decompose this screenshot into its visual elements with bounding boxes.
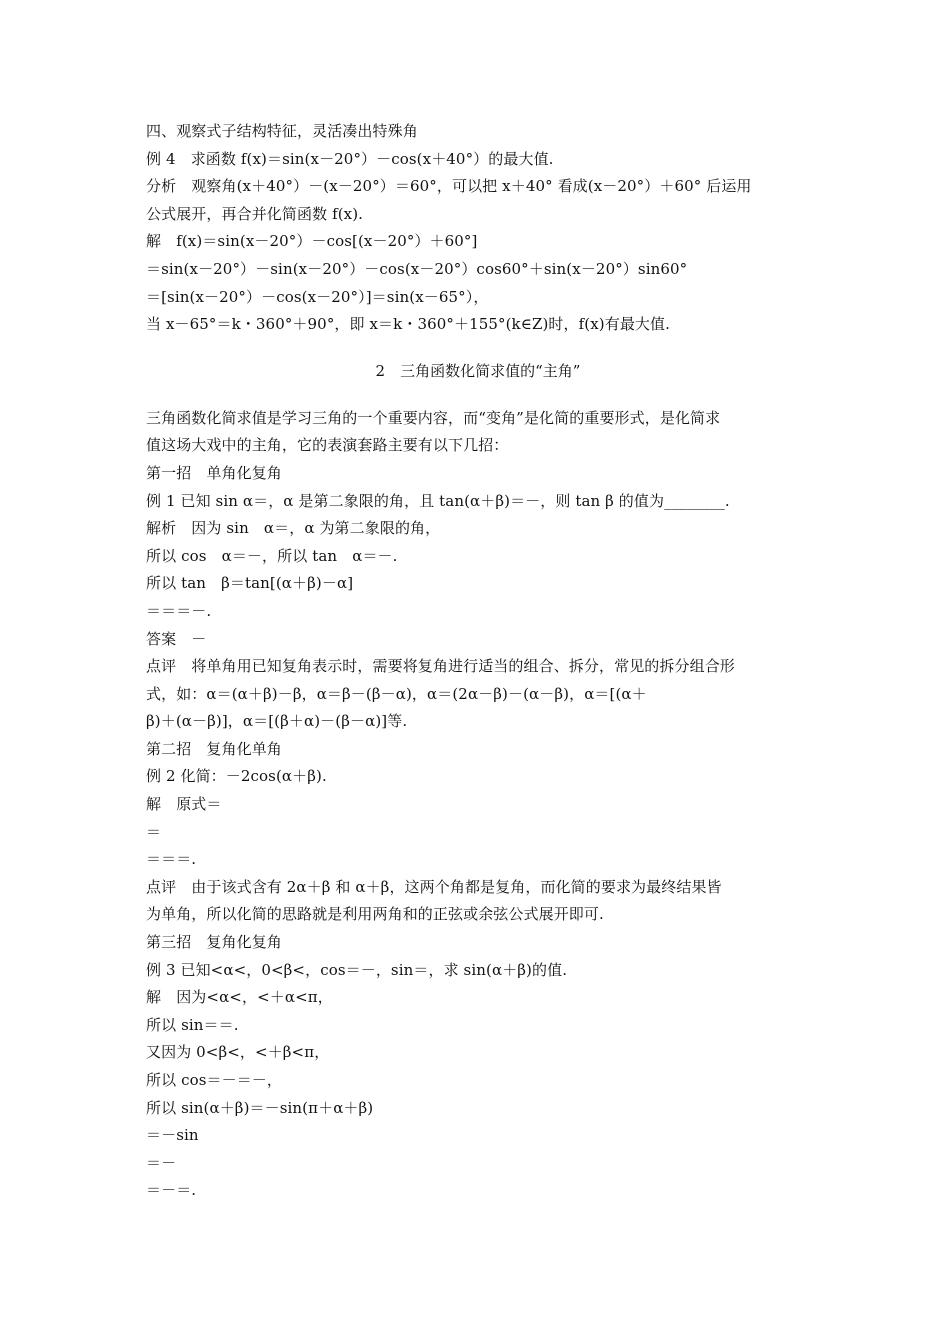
example3-solution-line6: ＝－sin xyxy=(146,1126,199,1145)
document-body xyxy=(146,118,810,1205)
example4-analysis-line1: 分析 观察角(x＋40°）－(x－20°）＝60°，可以把 x＋40° 看成(x－20°）＋60° 后运用 xyxy=(146,177,752,196)
example2-solution-line3: ＝＝＝. xyxy=(146,850,197,869)
example3-solution-line8: ＝－＝. xyxy=(146,1181,197,1200)
example2-solution-line1: 解 原式＝ xyxy=(146,795,222,814)
example3-solution-line5: 所以 sin(α＋β)＝－sin(π＋α＋β) xyxy=(146,1098,374,1117)
section2-title: 2 三角函数化简求值的“主角” xyxy=(375,361,581,380)
example4-solution-line3: ＝[sin(x－20°）－cos(x－20°）]＝sin(x－65°）， xyxy=(146,287,489,306)
example1-solution-line2: 所以 cos α＝－，所以 tan α＝－. xyxy=(146,546,398,565)
example4-solution-line1: 解 f(x)＝sin(x－20°）－cos[(x－20°）＋60°] xyxy=(146,232,478,251)
example4-solution-line4: 当 x－65°＝k・360°＋90°，即 x＝k・360°＋155°(k∈Z)时，f(x)有最大值. xyxy=(146,315,671,334)
example2-statement: 例 2 化简：－2cos(α＋β). xyxy=(146,767,327,786)
example3-statement: 例 3 已知<α<，0<β<，cos＝－，sin＝，求 sin(α＋β)的值. xyxy=(146,960,568,979)
example4-analysis-line2: 公式展开，再合并化简函数 f(x). xyxy=(146,204,364,223)
move1-title: 第一招 单角化复角 xyxy=(146,463,282,482)
example2-solution-line2: ＝ xyxy=(146,822,162,841)
example2-comment-line1: 点评 由于该式含有 2α＋β 和 α＋β，这两个角都是复角，而化简的要求为最终结果皆 xyxy=(146,877,722,896)
example4-statement: 例 4 求函数 f(x)＝sin(x－20°）－cos(x＋40°）的最大值. xyxy=(146,149,554,168)
example4-solution-line2: ＝sin(x－20°）－sin(x－20°）－cos(x－20°）cos60°＋sin(x－20°）sin60° xyxy=(146,259,688,278)
example3-solution-line3: 又因为 0<β<，<＋β<π， xyxy=(146,1043,330,1062)
example1-statement: 例 1 已知 sin α＝，α 是第二象限的角，且 tan(α＋β)＝－，则 tan β 的值为________. xyxy=(146,491,730,510)
example2-comment-line2: 为单角，所以化简的思路就是利用两角和的正弦或余弦公式展开即可. xyxy=(146,905,604,924)
example3-solution-line2: 所以 sin＝＝. xyxy=(146,1015,239,1034)
move3-title: 第三招 复角化复角 xyxy=(146,933,282,952)
intro-line2: 值这场大戏中的主角，它的表演套路主要有以下几招： xyxy=(146,436,509,455)
example1-comment-line3: β)＋(α－β)]，α＝[(β＋α)－(β－α)]等. xyxy=(146,712,408,731)
section4-heading: 四、观察式子结构特征，灵活凑出特殊角 xyxy=(146,122,418,140)
example1-answer: 答案 － xyxy=(146,629,207,648)
example3-solution-line7: ＝－ xyxy=(146,1153,177,1172)
example1-solution-line3: 所以 tan β＝tan[(α＋β)－α] xyxy=(146,574,354,593)
move2-title: 第二招 复角化单角 xyxy=(146,739,282,758)
example1-comment-line2: 式，如：α＝(α＋β)－β，α＝β－(β－α)，α＝(2α－β)－(α－β)，α＝[(α＋ xyxy=(146,684,647,703)
intro-line1: 三角函数化简求值是学习三角的一个重要内容，而“变角”是化简的重要形式，是化简求 xyxy=(146,408,721,427)
example1-solution-line4: ＝＝＝－. xyxy=(146,601,212,620)
example1-solution-line1: 解析 因为 sin α＝，α 为第二象限的角， xyxy=(146,519,441,538)
example1-comment-line1: 点评 将单角用已知复角表示时，需要将复角进行适当的组合、拆分，常见的拆分组合形 xyxy=(146,657,735,676)
example3-solution-line4: 所以 cos＝－＝－， xyxy=(146,1071,282,1089)
example3-solution-line1: 解 因为<α<，<＋α<π， xyxy=(146,988,333,1007)
